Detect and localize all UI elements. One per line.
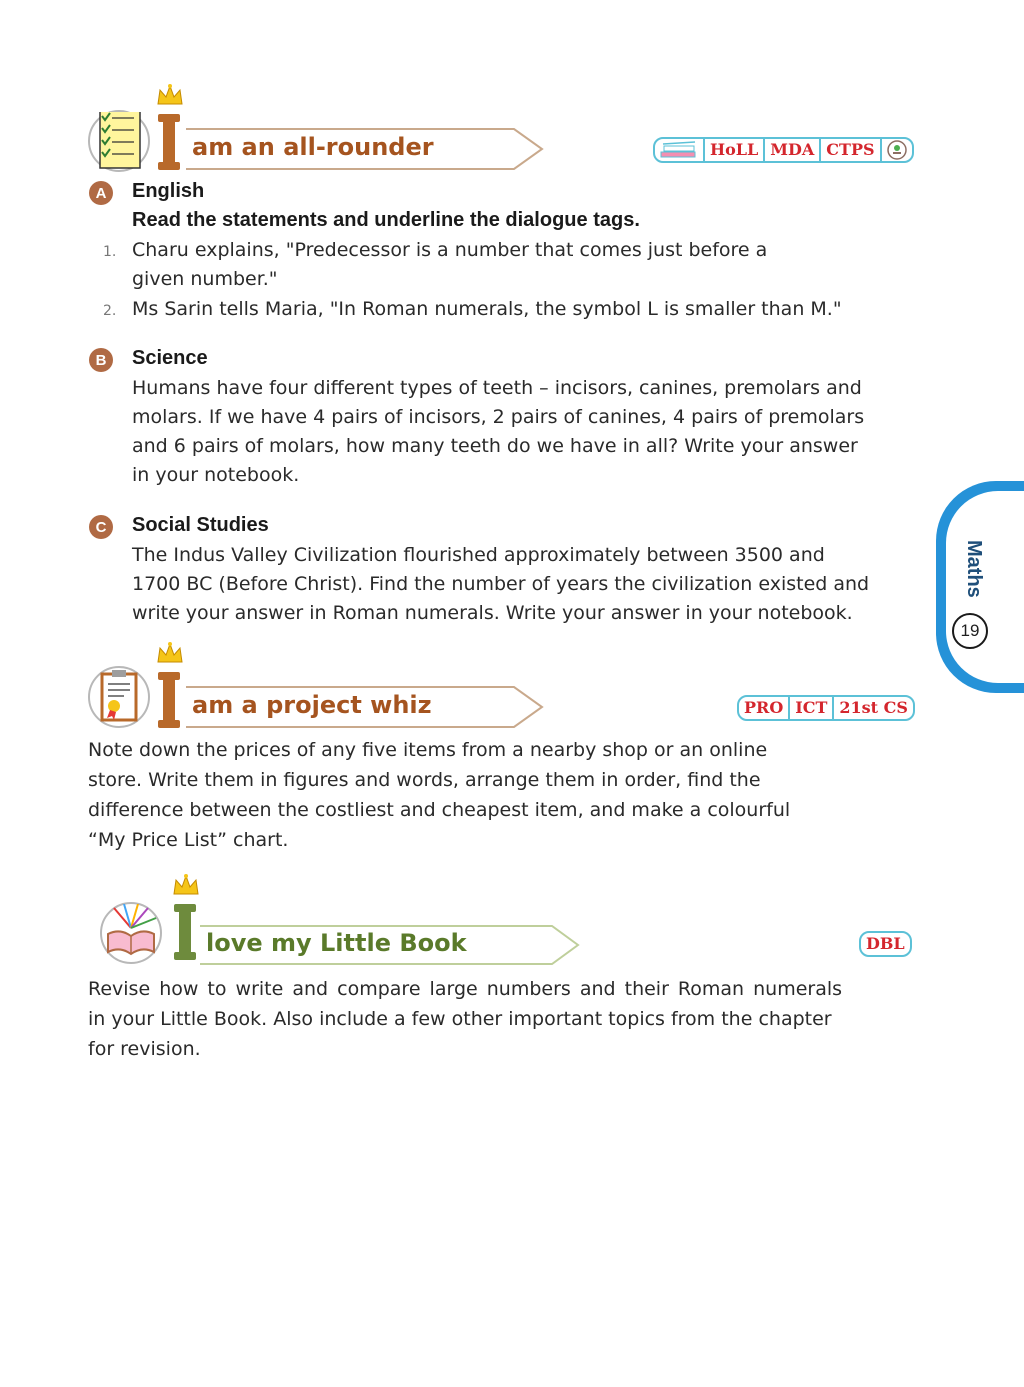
project-line: Note down the prices of any five items from a nearby shop or an online	[88, 739, 768, 761]
section-marker-a: A	[89, 181, 113, 205]
social-line: write your answer in Roman numerals. Write your answer in your notebook.	[132, 602, 853, 624]
english-title: English	[132, 180, 205, 202]
badge-ict: ICT	[790, 697, 834, 719]
project-line: “My Price List” chart.	[88, 829, 289, 851]
open-book-icon	[100, 902, 162, 964]
social-line: The Indus Valley Civilization flourished approximately between 3500 and	[132, 544, 825, 566]
page-number: 19	[952, 613, 988, 649]
english-item-1-line2: given number."	[132, 268, 278, 290]
project-header	[88, 658, 468, 748]
books-icon	[655, 139, 705, 161]
badge-mda: MDA	[765, 139, 821, 161]
crown-icon	[156, 84, 184, 108]
project-banner	[186, 685, 546, 725]
allrounder-badges	[653, 137, 914, 163]
littlebook-badges	[859, 931, 912, 957]
project-badges	[737, 695, 915, 721]
littlebook-line: in your Little Book. Also include a few other important topics from the chapter	[88, 1008, 832, 1030]
science-title: Science	[132, 347, 208, 369]
english-instruction: Read the statements and underline the dialogue tags.	[132, 209, 640, 231]
social-title: Social Studies	[132, 514, 269, 536]
littlebook-title: love my Little Book	[206, 929, 467, 957]
section-marker-c: C	[89, 515, 113, 539]
crown-icon	[156, 642, 184, 666]
project-line: difference between the costliest and cheapest item, and make a colourful	[88, 799, 791, 821]
english-item-1-line1: Charu explains, "Predecessor is a number that comes just before a	[132, 239, 768, 261]
littlebook-line: Revise how to write and compare large numbers and their Roman numerals	[88, 978, 843, 1000]
littlebook-header	[88, 880, 488, 970]
badge-dbl: DBL	[866, 934, 905, 953]
science-line: Humans have four different types of teeth – incisors, canines, premolars and	[132, 377, 862, 399]
science-line: and 6 pairs of molars, how many teeth do we have in all? Write your answer	[132, 435, 858, 457]
subject-label: Maths	[963, 540, 985, 598]
section-marker-b: B	[89, 348, 113, 372]
badge-ctps: CTPS	[821, 139, 881, 161]
english-item-number: 2.	[103, 303, 117, 319]
english-item-number: 1.	[103, 244, 117, 260]
science-line: in your notebook.	[132, 464, 300, 486]
science-line: molars. If we have 4 pairs of incisors, 2 pairs of canines, 4 pairs of premolars	[132, 406, 865, 428]
project-line: store. Write them in figures and words, arrange them in order, find the	[88, 769, 761, 791]
english-item-2-line1: Ms Sarin tells Maria, "In Roman numerals, the symbol L is smaller than M."	[132, 298, 842, 320]
littlebook-banner	[200, 924, 580, 964]
crown-icon	[172, 874, 200, 898]
badge-holl: HoLL	[705, 139, 765, 161]
seal-icon	[882, 139, 912, 161]
checklist-icon	[88, 110, 150, 172]
badge-pro: PRO	[739, 697, 790, 719]
allrounder-title: am an all-rounder	[192, 133, 434, 161]
littlebook-line: for revision.	[88, 1038, 201, 1060]
allrounder-header	[88, 100, 468, 190]
project-title: am a project whiz	[192, 691, 432, 719]
certificate-icon	[88, 666, 150, 728]
social-line: 1700 BC (Before Christ). Find the number of years the civilization existed and	[132, 573, 870, 595]
badge-21st-cs: 21st CS	[839, 698, 908, 717]
allrounder-banner	[186, 127, 546, 167]
